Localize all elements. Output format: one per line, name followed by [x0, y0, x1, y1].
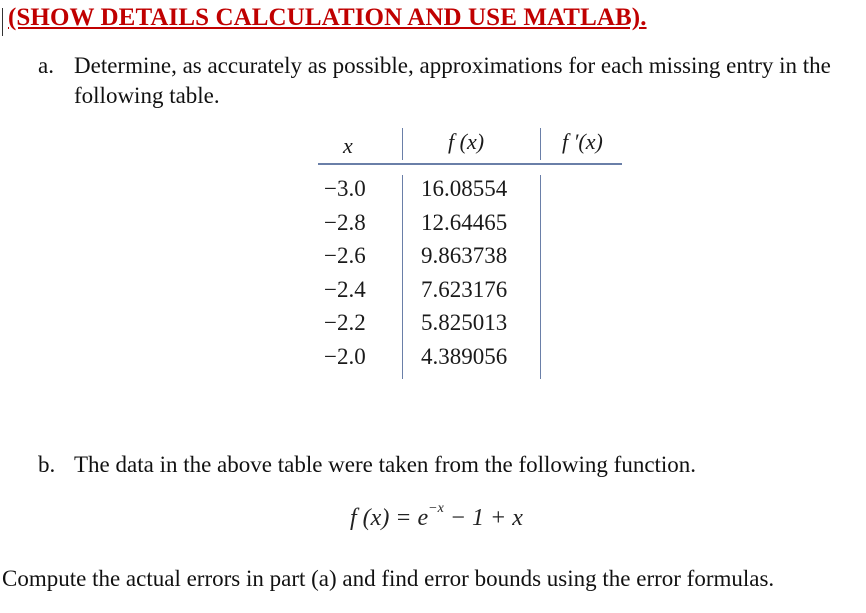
table-cell-x: −3.0	[324, 176, 366, 201]
text-cursor	[2, 8, 3, 36]
formula-lhs: f (x) = e	[350, 505, 429, 531]
table-cell-fx: 7.623176	[421, 276, 508, 302]
header-x: x	[343, 133, 353, 158]
part-a-text-line2: following table.	[74, 83, 220, 108]
part-a-label: a.	[38, 53, 54, 78]
header-fprime: f ′(x)	[562, 129, 603, 154]
header-divider-1	[402, 128, 403, 160]
function-formula	[350, 501, 523, 532]
table-cell-fx: 5.825013	[421, 310, 508, 336]
part-a-text-line1: Determine, as accurately as possible, approximations for each missing entry in the	[74, 53, 831, 78]
table-cell-x: −2.4	[324, 276, 366, 302]
table-cell-fx: 16.08554	[421, 176, 508, 201]
part-b-text: The data in the above table were taken from the following function.	[74, 452, 697, 477]
formula-rhs: − 1 + x	[443, 505, 523, 531]
table-cell-fx: 12.64465	[421, 209, 508, 235]
table-cell-fx: 4.389056	[421, 344, 508, 369]
table-cell-fx: 9.863738	[421, 243, 508, 269]
formula-exponent: −x	[428, 501, 444, 516]
table-cell-x: −2.6	[324, 243, 366, 269]
header-fx: f (x)	[448, 129, 485, 154]
column-divider-2	[540, 175, 541, 379]
instruction-heading: (SHOW DETAILS CALCULATION AND USE MATLAB).	[8, 4, 647, 31]
table-cell-x: −2.2	[324, 310, 366, 336]
table-cell-x: −2.8	[324, 209, 366, 235]
part-b-label: b.	[38, 452, 56, 477]
column-divider-1	[402, 175, 403, 379]
header-divider-2	[540, 128, 541, 160]
table-cell-x: −2.0	[324, 344, 366, 369]
header-rule	[318, 163, 622, 165]
part-c-text: Compute the actual errors in part (a) and find error bounds using the error formulas.	[2, 566, 775, 591]
